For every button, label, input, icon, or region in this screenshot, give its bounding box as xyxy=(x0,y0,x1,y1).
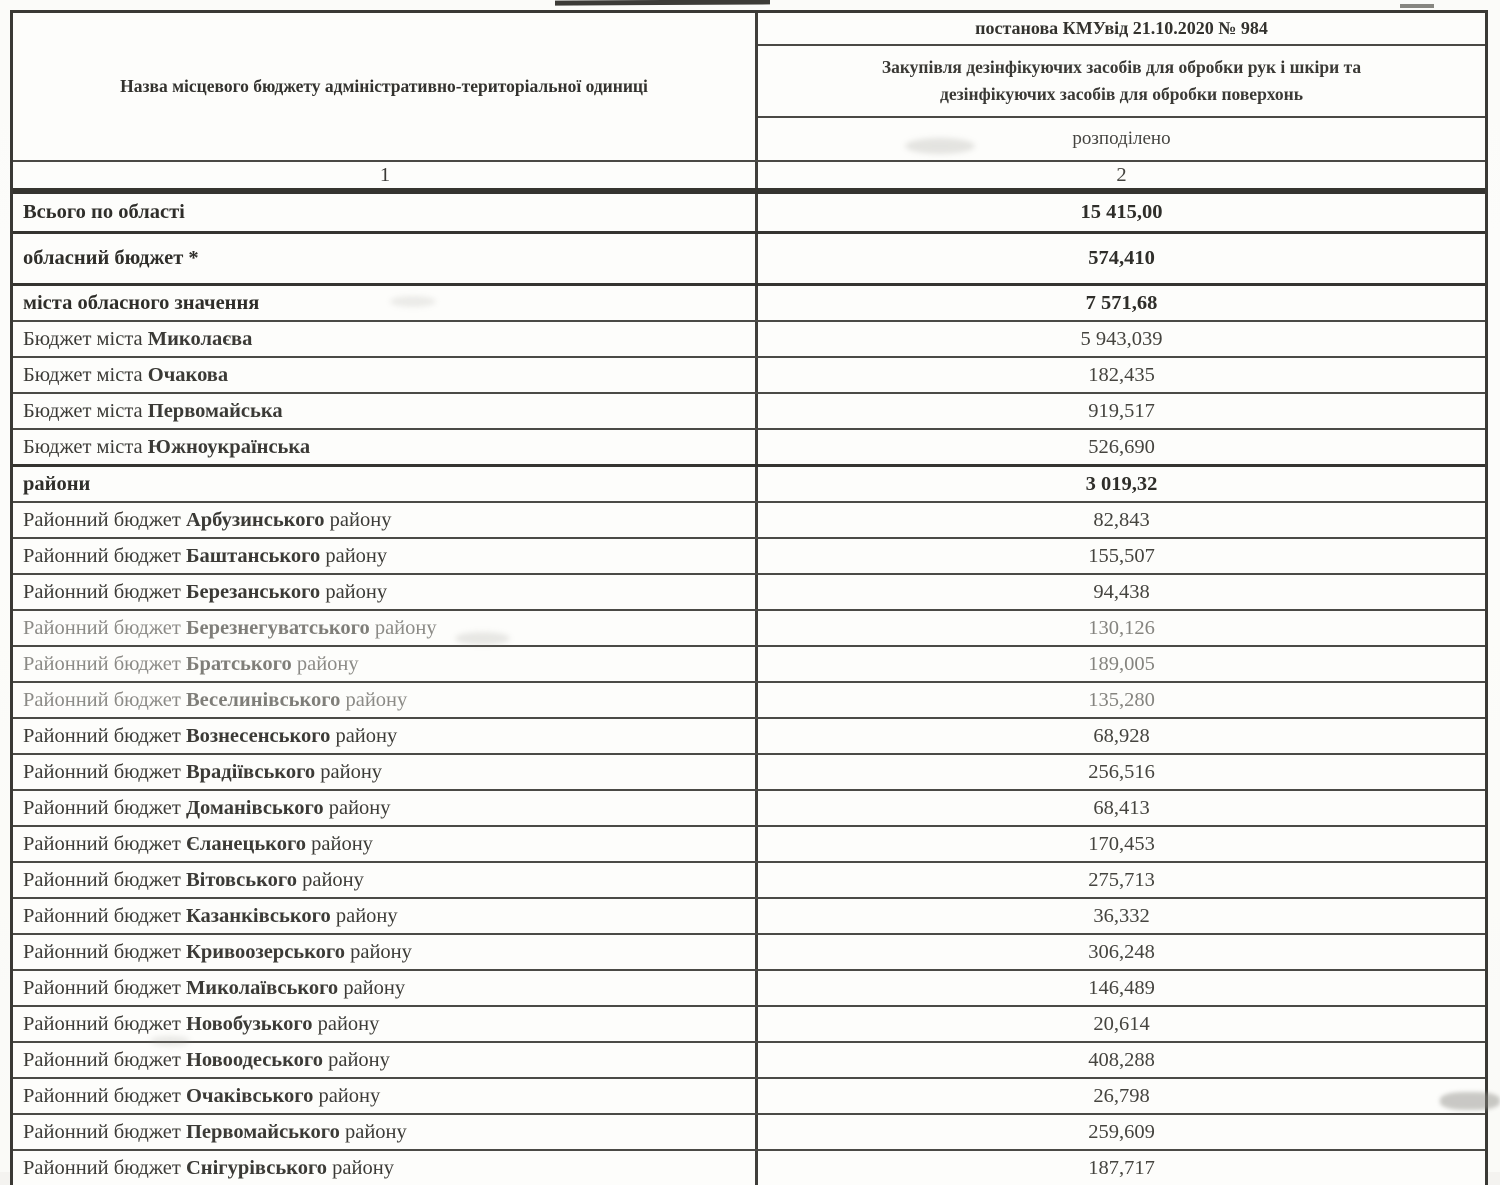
budget-name: Кривоозерського xyxy=(185,940,345,963)
budget-name: Доманівського xyxy=(185,796,324,819)
budget-name: Всього по області xyxy=(23,201,185,223)
table-row xyxy=(13,464,1485,501)
budget-name-cell xyxy=(13,358,758,392)
budget-name-cell xyxy=(13,1043,758,1077)
budget-suffix: району xyxy=(296,868,364,891)
table-row xyxy=(13,681,1485,717)
allocated-value-cell xyxy=(758,683,1485,717)
budget-suffix: району xyxy=(338,976,406,999)
budget-prefix: Районний бюджет xyxy=(23,1084,186,1107)
budget-name: Березнегуватського xyxy=(185,616,370,639)
allocated-value: 146,489 xyxy=(1088,976,1155,999)
allocated-value-cell xyxy=(758,611,1485,645)
allocated-value: 170,453 xyxy=(1088,832,1155,855)
col2-header-cell xyxy=(758,13,1485,160)
allocated-value: 68,413 xyxy=(1093,796,1150,819)
allocated-value: 3 019,32 xyxy=(1085,472,1158,495)
budget-name: Березанського xyxy=(185,580,321,603)
table-row xyxy=(13,825,1485,861)
allocated-value-cell xyxy=(758,467,1485,501)
budget-prefix: Районний бюджет xyxy=(23,652,186,675)
allocated-value-cell xyxy=(758,575,1485,609)
budget-name: Баштанського xyxy=(185,544,321,567)
budget-name-cell xyxy=(13,863,758,897)
budget-prefix: Бюджет міста xyxy=(23,435,148,458)
allocated-value: 68,928 xyxy=(1093,724,1150,747)
budget-suffix: району xyxy=(324,508,392,531)
table-row xyxy=(13,428,1485,464)
table-row xyxy=(13,861,1485,897)
budget-name-cell xyxy=(13,539,758,573)
allocated-value: 7 571,68 xyxy=(1085,291,1158,314)
allocated-value-cell xyxy=(758,1079,1485,1113)
budget-name-cell xyxy=(13,286,758,320)
allocated-value: 189,005 xyxy=(1088,652,1155,675)
table-row xyxy=(13,969,1485,1005)
col2-number: 2 xyxy=(1116,163,1127,186)
budget-name-cell xyxy=(13,394,758,428)
table-row xyxy=(13,320,1485,356)
budget-name-cell xyxy=(13,194,758,231)
table-body xyxy=(13,191,1485,1185)
budget-name: Веселинівського xyxy=(185,688,341,711)
table-row xyxy=(13,897,1485,933)
budget-name: обласний бюджет * xyxy=(23,247,199,269)
budget-suffix: району xyxy=(315,760,383,783)
budget-name: Казанківського xyxy=(185,904,331,927)
budget-name-cell xyxy=(13,791,758,825)
allocated-value: 155,507 xyxy=(1088,544,1155,567)
allocated-value: 36,332 xyxy=(1093,904,1150,927)
allocated-value-cell xyxy=(758,503,1485,537)
budget-name-cell xyxy=(13,827,758,861)
allocated-value-cell xyxy=(758,322,1485,356)
col1-number: 1 xyxy=(13,162,758,188)
table-row xyxy=(13,231,1485,283)
table-row xyxy=(13,356,1485,392)
budget-name: Врадіївського xyxy=(185,760,316,783)
budget-suffix: району xyxy=(369,616,437,639)
budget-name-cell xyxy=(13,935,758,969)
budget-name-cell xyxy=(13,1079,758,1113)
table-row xyxy=(13,501,1485,537)
table-row xyxy=(13,609,1485,645)
budget-prefix: Бюджет міста xyxy=(23,363,148,386)
budget-prefix: Бюджет міста xyxy=(23,399,148,422)
budget-name: міста обласного значення xyxy=(23,291,260,314)
allocated-value: 20,614 xyxy=(1093,1012,1150,1035)
allocated-value-cell xyxy=(758,1115,1485,1149)
budget-prefix: Районний бюджет xyxy=(23,544,186,567)
table-row xyxy=(13,645,1485,681)
budget-prefix: Районний бюджет xyxy=(23,616,186,639)
allocated-value: 256,516 xyxy=(1088,760,1155,783)
budget-name-cell xyxy=(13,755,758,789)
budget-suffix: району xyxy=(322,1048,390,1071)
budget-name: Очаківського xyxy=(185,1084,314,1107)
allocated-value-cell xyxy=(758,899,1485,933)
budget-prefix: Районний бюджет xyxy=(23,832,186,855)
budget-name-cell xyxy=(13,575,758,609)
allocated-value: 306,248 xyxy=(1088,940,1155,963)
allocated-value-cell xyxy=(758,971,1485,1005)
decree-header: постанова КМУвід 21.10.2020 № 984 xyxy=(758,13,1485,46)
allocated-value: 5 943,039 xyxy=(1080,327,1163,350)
budget-suffix: району xyxy=(340,688,408,711)
table-row xyxy=(13,392,1485,428)
budget-prefix: Районний бюджет xyxy=(23,796,186,819)
budget-suffix: району xyxy=(312,1012,380,1035)
budget-prefix: Бюджет міста xyxy=(23,327,148,350)
budget-name-cell xyxy=(13,1115,758,1149)
allocated-value-cell xyxy=(758,1007,1485,1041)
budget-suffix: району xyxy=(313,1084,381,1107)
budget-prefix: Районний бюджет xyxy=(23,508,186,531)
allocated-value-cell xyxy=(758,791,1485,825)
purchase-description-header: Закупівля дезінфікуючих засобів для обробки рук і шкіри та дезінфікуючих засобів для обробки поверхонь xyxy=(758,46,1485,118)
budget-name-cell xyxy=(13,971,758,1005)
budget-name: райони xyxy=(23,472,91,495)
table-row xyxy=(13,573,1485,609)
allocated-value-cell xyxy=(758,430,1485,464)
budget-prefix: Районний бюджет xyxy=(23,1048,186,1071)
budget-prefix: Районний бюджет xyxy=(23,724,186,747)
allocated-header: розподілено xyxy=(1072,128,1171,149)
allocated-value: 187,717 xyxy=(1088,1156,1155,1179)
allocated-value-cell xyxy=(758,827,1485,861)
budget-name: Новоодеського xyxy=(185,1048,323,1071)
budget-name-cell xyxy=(13,322,758,356)
allocated-value: 259,609 xyxy=(1088,1120,1155,1143)
budget-suffix: району xyxy=(320,544,388,567)
budget-prefix: Районний бюджет xyxy=(23,1156,186,1179)
budget-suffix: району xyxy=(320,580,388,603)
budget-name: Снігурівського xyxy=(185,1156,328,1179)
allocated-value-cell xyxy=(758,394,1485,428)
allocated-value-cell xyxy=(758,194,1485,231)
budget-name-cell xyxy=(13,1151,758,1185)
table-row xyxy=(13,1113,1485,1149)
scan-artifact-dash xyxy=(1400,4,1434,8)
table-row xyxy=(13,933,1485,969)
allocated-value-cell xyxy=(758,935,1485,969)
allocated-value-cell xyxy=(758,358,1485,392)
allocated-value-cell xyxy=(758,647,1485,681)
allocated-value-cell xyxy=(758,1043,1485,1077)
allocated-value: 26,798 xyxy=(1093,1084,1150,1107)
allocated-value: 919,517 xyxy=(1088,399,1155,422)
allocated-value-cell xyxy=(758,719,1485,753)
budget-name-cell xyxy=(13,503,758,537)
budget-table xyxy=(10,10,1488,1185)
col1-header-title: Назва місцевого бюджету адміністративно-територіальної одиниці xyxy=(120,76,648,96)
allocated-value: 408,288 xyxy=(1088,1048,1155,1071)
budget-name-cell xyxy=(13,234,758,283)
column-number-row xyxy=(13,160,1485,191)
allocated-value: 94,438 xyxy=(1093,580,1150,603)
budget-name-cell xyxy=(13,683,758,717)
table-row xyxy=(13,717,1485,753)
budget-prefix: Районний бюджет xyxy=(23,760,186,783)
budget-name-cell xyxy=(13,647,758,681)
table-row xyxy=(13,789,1485,825)
allocated-value: 135,280 xyxy=(1088,688,1155,711)
allocated-value-cell xyxy=(758,234,1485,283)
budget-prefix: Районний бюджет xyxy=(23,976,186,999)
table-row xyxy=(13,1041,1485,1077)
budget-prefix: Районний бюджет xyxy=(23,868,186,891)
allocated-value: 182,435 xyxy=(1088,363,1155,386)
allocated-value: 82,843 xyxy=(1093,508,1150,531)
budget-name: Южноукраїнська xyxy=(147,435,311,458)
budget-suffix: району xyxy=(330,904,398,927)
allocated-value-cell xyxy=(758,539,1485,573)
allocated-value-cell xyxy=(758,1151,1485,1185)
table-row xyxy=(13,1077,1485,1113)
budget-name: Вітовського xyxy=(185,868,297,891)
table-row xyxy=(13,1149,1485,1185)
table-row xyxy=(13,1005,1485,1041)
allocated-value: 275,713 xyxy=(1088,868,1155,891)
budget-prefix: Районний бюджет xyxy=(23,940,186,963)
table-row xyxy=(13,283,1485,320)
budget-prefix: Районний бюджет xyxy=(23,688,186,711)
budget-name: Миколаєва xyxy=(147,327,253,350)
budget-suffix: району xyxy=(306,832,373,855)
allocated-value-cell xyxy=(758,286,1485,320)
table-row xyxy=(13,753,1485,789)
budget-name: Арбузинського xyxy=(185,508,325,531)
budget-name: Первомайського xyxy=(185,1120,340,1143)
allocated-value: 130,126 xyxy=(1088,616,1155,639)
allocated-value-cell xyxy=(758,863,1485,897)
allocated-value: 574,410 xyxy=(1088,247,1155,269)
budget-suffix: району xyxy=(327,1156,394,1179)
budget-suffix: району xyxy=(344,940,412,963)
budget-name-cell xyxy=(13,430,758,464)
budget-name-cell xyxy=(13,719,758,753)
budget-name-cell xyxy=(13,899,758,933)
allocated-value: 15 415,00 xyxy=(1080,201,1163,223)
budget-name: Первомайська xyxy=(147,399,283,422)
budget-suffix: району xyxy=(330,724,398,747)
budget-suffix: району xyxy=(339,1120,407,1143)
scan-artifact-line xyxy=(555,0,770,6)
budget-prefix: Районний бюджет xyxy=(23,904,186,927)
table-row xyxy=(13,191,1485,231)
budget-suffix: району xyxy=(323,796,391,819)
col1-header-cell xyxy=(13,13,758,160)
allocated-value-cell xyxy=(758,755,1485,789)
budget-prefix: Районний бюджет xyxy=(23,1012,186,1035)
budget-name: Очакова xyxy=(147,363,229,386)
allocated-value: 526,690 xyxy=(1088,435,1155,458)
budget-name: Миколаївського xyxy=(185,976,339,999)
budget-name: Єланецького xyxy=(185,832,307,855)
budget-name: Вознесенського xyxy=(185,724,331,747)
budget-name-cell xyxy=(13,1007,758,1041)
budget-suffix: району xyxy=(291,652,359,675)
budget-prefix: Районний бюджет xyxy=(23,580,186,603)
budget-name-cell xyxy=(13,467,758,501)
budget-name: Новобузького xyxy=(185,1012,313,1035)
budget-prefix: Районний бюджет xyxy=(23,1120,186,1143)
budget-name: Братського xyxy=(185,652,292,675)
table-row xyxy=(13,537,1485,573)
budget-name-cell xyxy=(13,611,758,645)
table-header xyxy=(13,13,1485,160)
